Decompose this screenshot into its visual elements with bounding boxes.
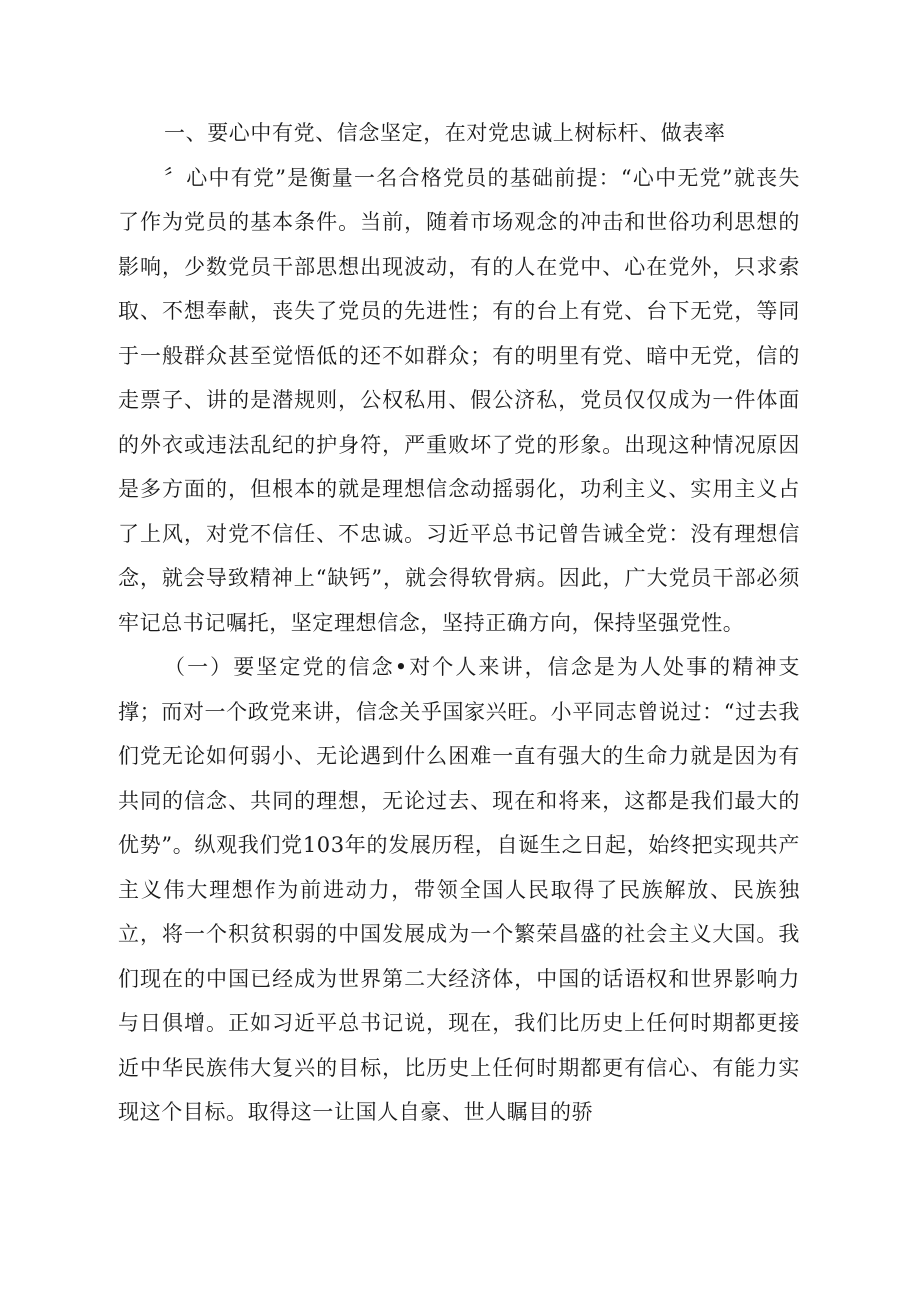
paragraph-firm-belief: （一）要坚定党的信念•对个人来讲，信念是为人处事的精神支撑；而对一个政党来讲，信念关乎国家兴旺。小平同志曾说过：“过去我们党无论如何弱小、无论遇到什么困难一直有强大的生命力就是因为有共同的信念、共同的理想，无论过去、现在和将来，这都是我们最大的优势”。纵观我们党103年的发展历程，自诞生之日起，始终把实现共产主义伟大理想作为前进动力，带领全国人民取得了民族解放、民族独立，将一个积贫积弱的中国发展成为一个繁荣昌盛的社会主义大国。我们现在的中国已经成为世界第二大经济体，中国的话语权和世界影响力与日俱增。正如习近平总书记说，现在，我们比历史上任何时期都更接近中华民族伟大复兴的目标，比历史上任何时期都更有信心、有能力实现这个目标。取得这一让国人自豪、世人瞩目的骄 <box>118 655 800 1124</box>
section-heading: 一、要心中有党、信念坚定，在对党忠诚上树标杆、做表率 <box>164 121 726 145</box>
paragraph-party-in-heart: 〞心中有党”是衡量一名合格党员的基础前提：“心中无党”就丧失了作为党员的基本条件。当前，随着市场观念的冲击和世俗功利思想的影响，少数党员干部思想出现波动，有的人在党中、心在党外，只求索取、不想奉献，丧失了党员的先进性；有的台上有党、台下无党，等同于一般群众甚至觉悟低的还不如群众；有的明里有党、暗中无党，信的走票子、讲的是潜规则，公权私用、假公济私，党员仅仅成为一件体面的外衣或违法乱纪的护身符，严重败坏了党的形象。出现这种情况原因是多方面的，但根本的就是理想信念动摇弱化，功利主义、实用主义占了上风，对党不信任、不忠诚。习近平总书记曾告诫全党：没有理想信念，就会导致精神上“缺钙”，就会得软骨病。因此，广大党员干部必须牢记总书记嘱托，坚定理想信念，坚持正确方向，保持坚强党性。 <box>118 165 800 635</box>
document-body <box>118 111 800 1135</box>
